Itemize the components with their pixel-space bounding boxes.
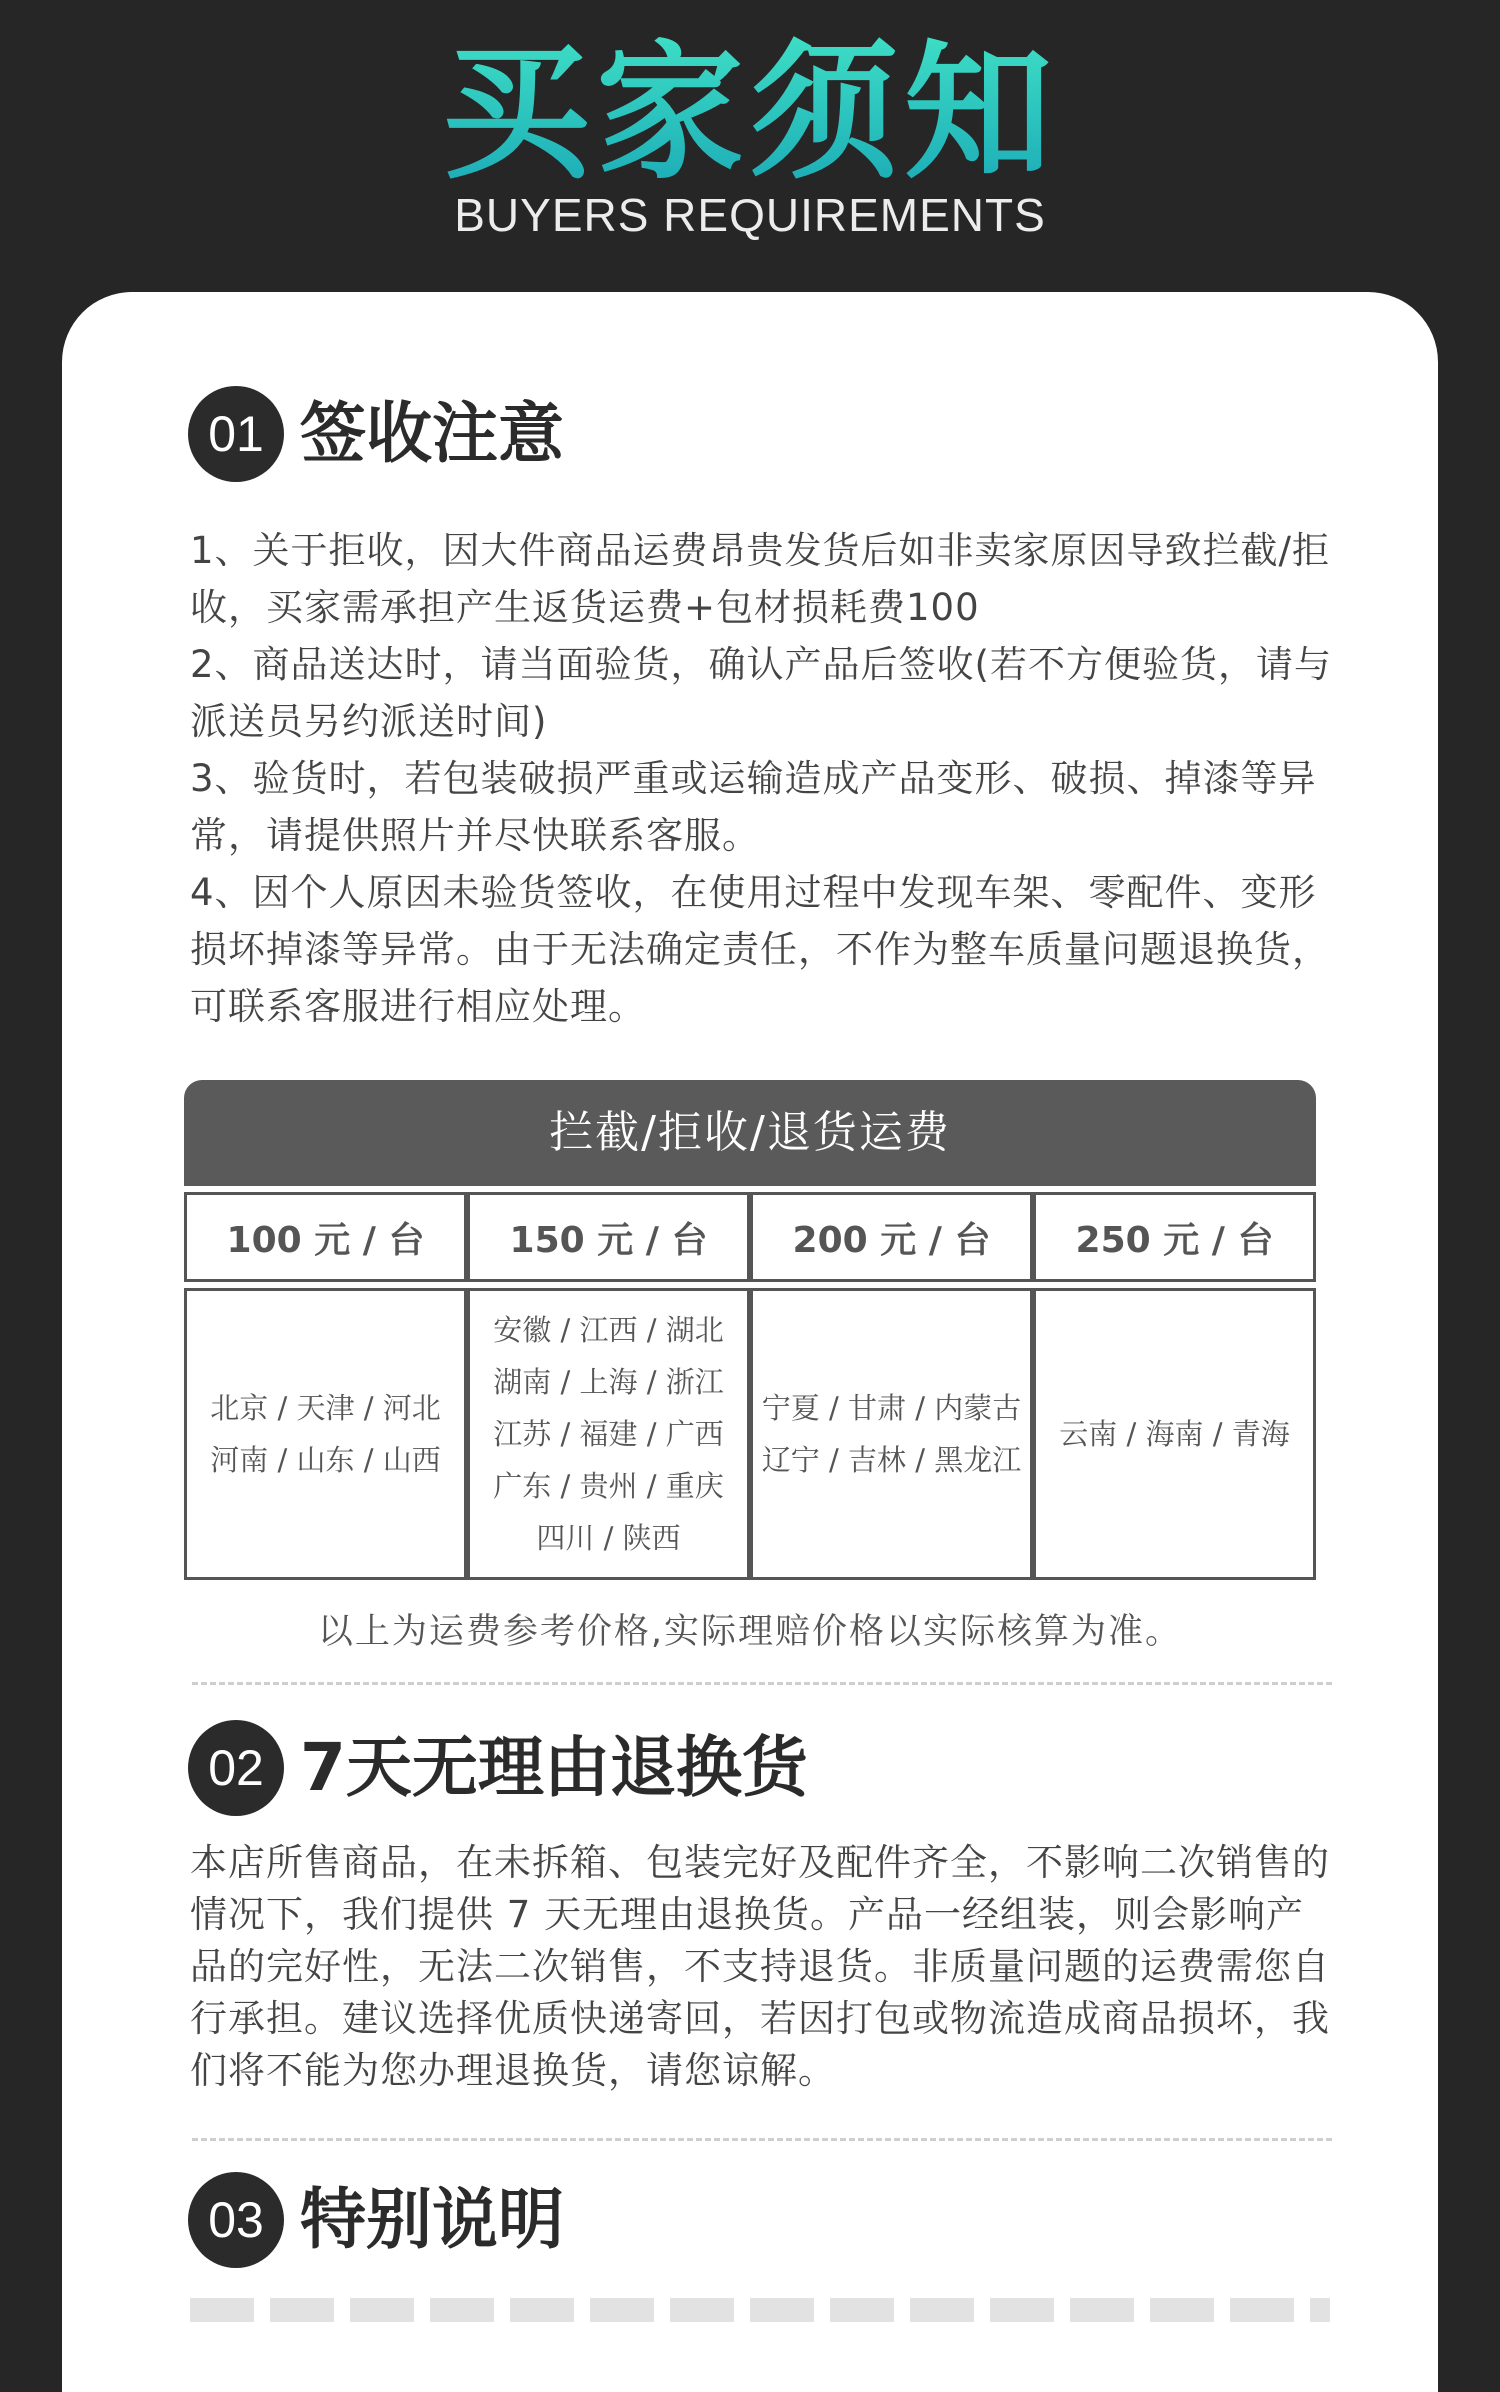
region-cell bbox=[467, 1288, 750, 1580]
shipping-fee-table bbox=[184, 1192, 1316, 1580]
region-line: 云南 / 海南 / 青海 bbox=[1059, 1417, 1290, 1451]
cropped-text-line bbox=[190, 2298, 1330, 2322]
price-row bbox=[184, 1192, 1316, 1282]
notice-item: 1、关于拒收，因大件商品运费昂贵发货后如非卖家原因导致拦截/拒收，买家需承担产生返货运费+包材损耗费100 bbox=[190, 529, 1331, 629]
dashed-divider bbox=[192, 1682, 1332, 1685]
price-cell: 200 元 / 台 bbox=[750, 1192, 1033, 1282]
notice-item: 3、验货时，若包装破损严重或运输造成产品变形、破损、掉漆等异常，请提供照片并尽快联系客服。 bbox=[190, 757, 1317, 857]
region-cell bbox=[750, 1288, 1033, 1580]
region-line: 河南 / 山东 / 山西 bbox=[210, 1443, 441, 1477]
section-body-02 bbox=[190, 1837, 1340, 2097]
region-line: 安徽 / 江西 / 湖北 bbox=[493, 1313, 724, 1347]
region-row bbox=[184, 1288, 1316, 1580]
region-line: 辽宁 / 吉林 / 黑龙江 bbox=[761, 1443, 1022, 1477]
section-title: 签收注意 bbox=[300, 395, 564, 472]
region-line: 四川 / 陕西 bbox=[536, 1521, 681, 1555]
page-title: 买家须知 bbox=[0, 28, 1500, 198]
section-number-badge: 01 bbox=[188, 386, 284, 482]
shipping-note: 以上为运费参考价格,实际理赔价格以实际核算为准。 bbox=[317, 1612, 1183, 1652]
region-line: 广东 / 贵州 / 重庆 bbox=[493, 1469, 724, 1503]
return-policy-text: 本店所售商品，在未拆箱、包装完好及配件齐全，不影响二次销售的情况下，我们提供 7 天无理由退换货。产品一经组装，则会影响产品的完好性，无法二次销售，不支持退货。非质量问题的运费需您自行承担。建议选择优质快递寄回，若因打包或物流造成商品损坏，我们将不能为您办理退换货，请您谅解。 bbox=[190, 1841, 1330, 2092]
dashed-divider bbox=[192, 2138, 1332, 2141]
region-line: 北京 / 天津 / 河北 bbox=[210, 1391, 441, 1425]
notice-item: 2、商品送达时，请当面验货，确认产品后签收(若不方便验货，请与派送员另约派送时间) bbox=[190, 643, 1332, 743]
region-line: 湖南 / 上海 / 浙江 bbox=[493, 1365, 724, 1399]
region-line: 宁夏 / 甘肃 / 内蒙古 bbox=[761, 1391, 1022, 1425]
section-number-badge: 02 bbox=[188, 1720, 284, 1816]
notice-item: 4、因个人原因未验货签收，在使用过程中发现车架、零配件、变形损坏掉漆等异常。由于无法确定责任，不作为整车质量问题退换货，可联系客服进行相应处理。 bbox=[190, 871, 1330, 1028]
region-cell bbox=[184, 1288, 467, 1580]
price-cell: 250 元 / 台 bbox=[1033, 1192, 1316, 1282]
section-title: 7天无理由退换货 bbox=[300, 1729, 808, 1806]
shipping-table-title: 拦截/拒收/退货运费 bbox=[184, 1080, 1316, 1186]
page-header bbox=[0, 0, 1500, 290]
region-cell bbox=[1033, 1288, 1316, 1580]
section-title: 特别说明 bbox=[300, 2181, 564, 2258]
price-cell: 150 元 / 台 bbox=[467, 1192, 750, 1282]
price-cell: 100 元 / 台 bbox=[184, 1192, 467, 1282]
section-number-badge: 03 bbox=[188, 2172, 284, 2268]
section-body-01 bbox=[190, 522, 1340, 1035]
page-subtitle: BUYERS REQUIREMENTS bbox=[454, 189, 1046, 241]
region-line: 江苏 / 福建 / 广西 bbox=[493, 1417, 724, 1451]
